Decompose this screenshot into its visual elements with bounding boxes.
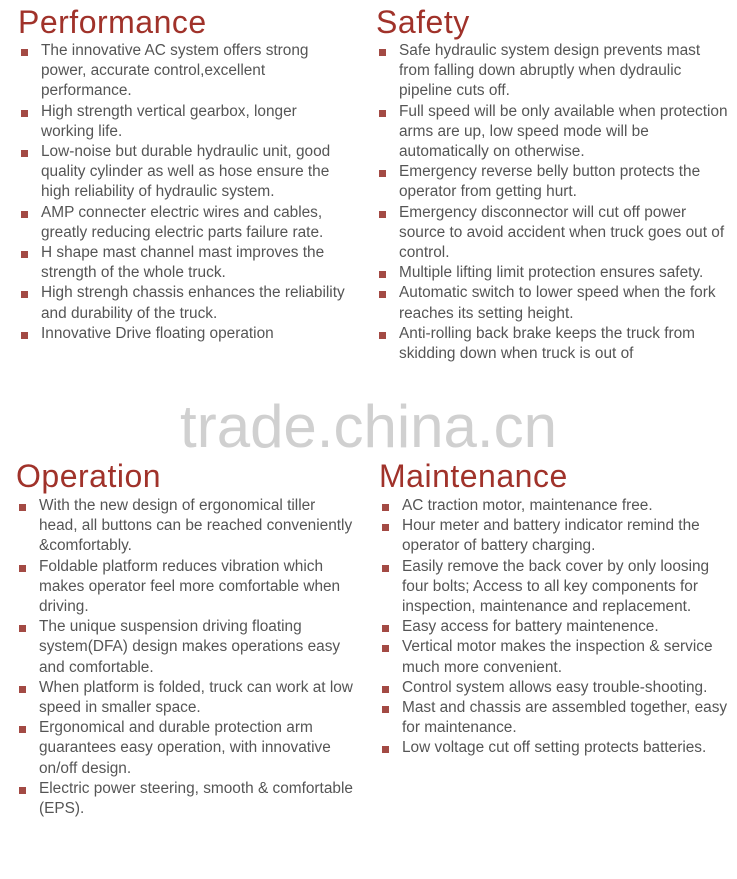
square-bullet-icon xyxy=(382,686,389,693)
square-bullet-icon xyxy=(382,565,389,572)
square-bullet-icon xyxy=(21,110,28,117)
list-item xyxy=(379,496,729,516)
square-bullet-icon xyxy=(21,49,28,56)
list-item xyxy=(379,617,729,637)
performance-heading: Performance xyxy=(18,4,207,40)
maintenance-heading: Maintenance xyxy=(379,458,568,494)
list-item xyxy=(16,557,356,618)
square-bullet-icon xyxy=(379,110,386,117)
square-bullet-icon xyxy=(19,565,26,572)
list-item xyxy=(376,203,728,264)
square-bullet-icon xyxy=(21,150,28,157)
list-item xyxy=(376,41,728,102)
list-item xyxy=(16,718,356,779)
list-item-text: Low-noise but durable hydraulic unit, good quality cylinder as well as hose ensure the high reliability of hydraulic system. xyxy=(41,143,331,201)
list-item-text: Vertical motor makes the inspection & service much more convenient. xyxy=(402,638,713,676)
safety-section xyxy=(376,4,728,364)
list-item xyxy=(376,162,728,202)
list-item xyxy=(18,41,348,102)
list-item xyxy=(376,102,728,163)
square-bullet-icon xyxy=(379,170,386,177)
list-item xyxy=(376,324,728,364)
square-bullet-icon xyxy=(21,291,28,298)
square-bullet-icon xyxy=(19,686,26,693)
list-item-text: Multiple lifting limit protection ensures safety. xyxy=(399,264,704,282)
list-item xyxy=(379,698,729,738)
square-bullet-icon xyxy=(382,524,389,531)
operation-section xyxy=(16,458,356,819)
list-item-text: The unique suspension driving floating system(DFA) design makes operations easy and comfortable. xyxy=(39,618,341,676)
square-bullet-icon xyxy=(379,332,386,339)
square-bullet-icon xyxy=(379,211,386,218)
square-bullet-icon xyxy=(379,291,386,298)
operation-list xyxy=(16,496,356,819)
list-item xyxy=(379,678,729,698)
maintenance-section xyxy=(379,458,729,759)
list-item xyxy=(376,283,728,323)
safety-list xyxy=(376,41,728,364)
list-item xyxy=(16,617,356,678)
list-item-text: Emergency disconnector will cut off power source to avoid accident when truck goes out of control. xyxy=(399,203,725,262)
list-item-text: Automatic switch to lower speed when the fork reaches its setting height. xyxy=(399,284,716,322)
list-item-text: H shape mast channel mast improves the strength of the whole truck. xyxy=(41,244,325,282)
list-item xyxy=(18,243,348,283)
maintenance-list xyxy=(379,496,729,759)
square-bullet-icon xyxy=(21,211,28,218)
list-item-text: Safe hydraulic system design prevents mast from falling down abruptly when dydraulic pipeline cuts off. xyxy=(399,42,701,100)
square-bullet-icon xyxy=(382,706,389,713)
list-item xyxy=(16,496,356,557)
list-item xyxy=(16,678,356,718)
list-item-text: High strength vertical gearbox, longer working life. xyxy=(41,102,297,140)
list-item xyxy=(18,283,348,323)
list-item xyxy=(379,516,729,556)
list-item-text: The innovative AC system offers strong power, accurate control,excellent performance. xyxy=(41,42,309,100)
list-item-text: Hour meter and battery indicator remind the operator of battery charging. xyxy=(402,517,700,555)
list-item xyxy=(379,738,729,758)
square-bullet-icon xyxy=(19,625,26,632)
list-item xyxy=(376,263,728,283)
watermark-text: trade.china.cn xyxy=(180,393,557,460)
list-item-text: Mast and chassis are assembled together, easy for maintenance. xyxy=(402,699,728,737)
list-item-text: AMP connecter electric wires and cables, greatly reducing electric parts failure rate. xyxy=(41,203,324,241)
list-item xyxy=(18,142,348,203)
safety-heading: Safety xyxy=(376,4,470,40)
list-item-text: Electric power steering, smooth & comfortable (EPS). xyxy=(39,779,353,818)
operation-heading: Operation xyxy=(16,458,162,494)
square-bullet-icon xyxy=(382,504,389,511)
list-item xyxy=(18,324,348,344)
list-item-text: Low voltage cut off setting protects batteries. xyxy=(402,739,707,757)
square-bullet-icon xyxy=(382,645,389,652)
list-item-text: When platform is folded, truck can work at low speed in smaller space. xyxy=(39,678,353,717)
square-bullet-icon xyxy=(19,726,26,733)
square-bullet-icon xyxy=(21,332,28,339)
list-item xyxy=(18,203,348,243)
performance-section xyxy=(18,4,348,344)
list-item xyxy=(379,637,729,677)
list-item-text: Ergonomical and durable protection arm guarantees easy operation, with innovative on/off design. xyxy=(39,719,331,777)
performance-list xyxy=(18,41,348,344)
list-item xyxy=(18,102,348,142)
square-bullet-icon xyxy=(382,746,389,753)
list-item-text: Emergency reverse belly button protects the operator from getting hurt. xyxy=(399,163,701,201)
list-item xyxy=(16,779,356,819)
list-item-text: Innovative Drive floating operation xyxy=(41,324,274,342)
list-item-text: With the new design of ergonomical tiller head, all buttons can be reached conveniently &comfortably. xyxy=(39,497,353,555)
square-bullet-icon xyxy=(379,271,386,278)
list-item-text: Control system allows easy trouble-shooting. xyxy=(402,678,708,696)
square-bullet-icon xyxy=(379,49,386,56)
square-bullet-icon xyxy=(21,251,28,258)
square-bullet-icon xyxy=(19,787,26,794)
list-item-text: AC traction motor, maintenance free. xyxy=(402,497,653,514)
list-item xyxy=(379,557,729,618)
list-item-text: Anti-rolling back brake keeps the truck from skidding down when truck is out of xyxy=(399,324,695,363)
square-bullet-icon xyxy=(19,504,26,511)
list-item-text: Foldable platform reduces vibration which makes operator feel more comfortable when driving. xyxy=(39,557,341,616)
list-item-text: High strengh chassis enhances the reliability and durability of the truck. xyxy=(41,284,345,322)
list-item-text: Easy access for battery maintenence. xyxy=(402,618,659,636)
square-bullet-icon xyxy=(382,625,389,632)
list-item-text: Full speed will be only available when protection arms are up, low speed mode will be automatically on otherwise. xyxy=(399,102,728,161)
list-item-text: Easily remove the back cover by only loosing four bolts; Access to all key components for inspection, maintenance and replacement. xyxy=(402,557,710,616)
